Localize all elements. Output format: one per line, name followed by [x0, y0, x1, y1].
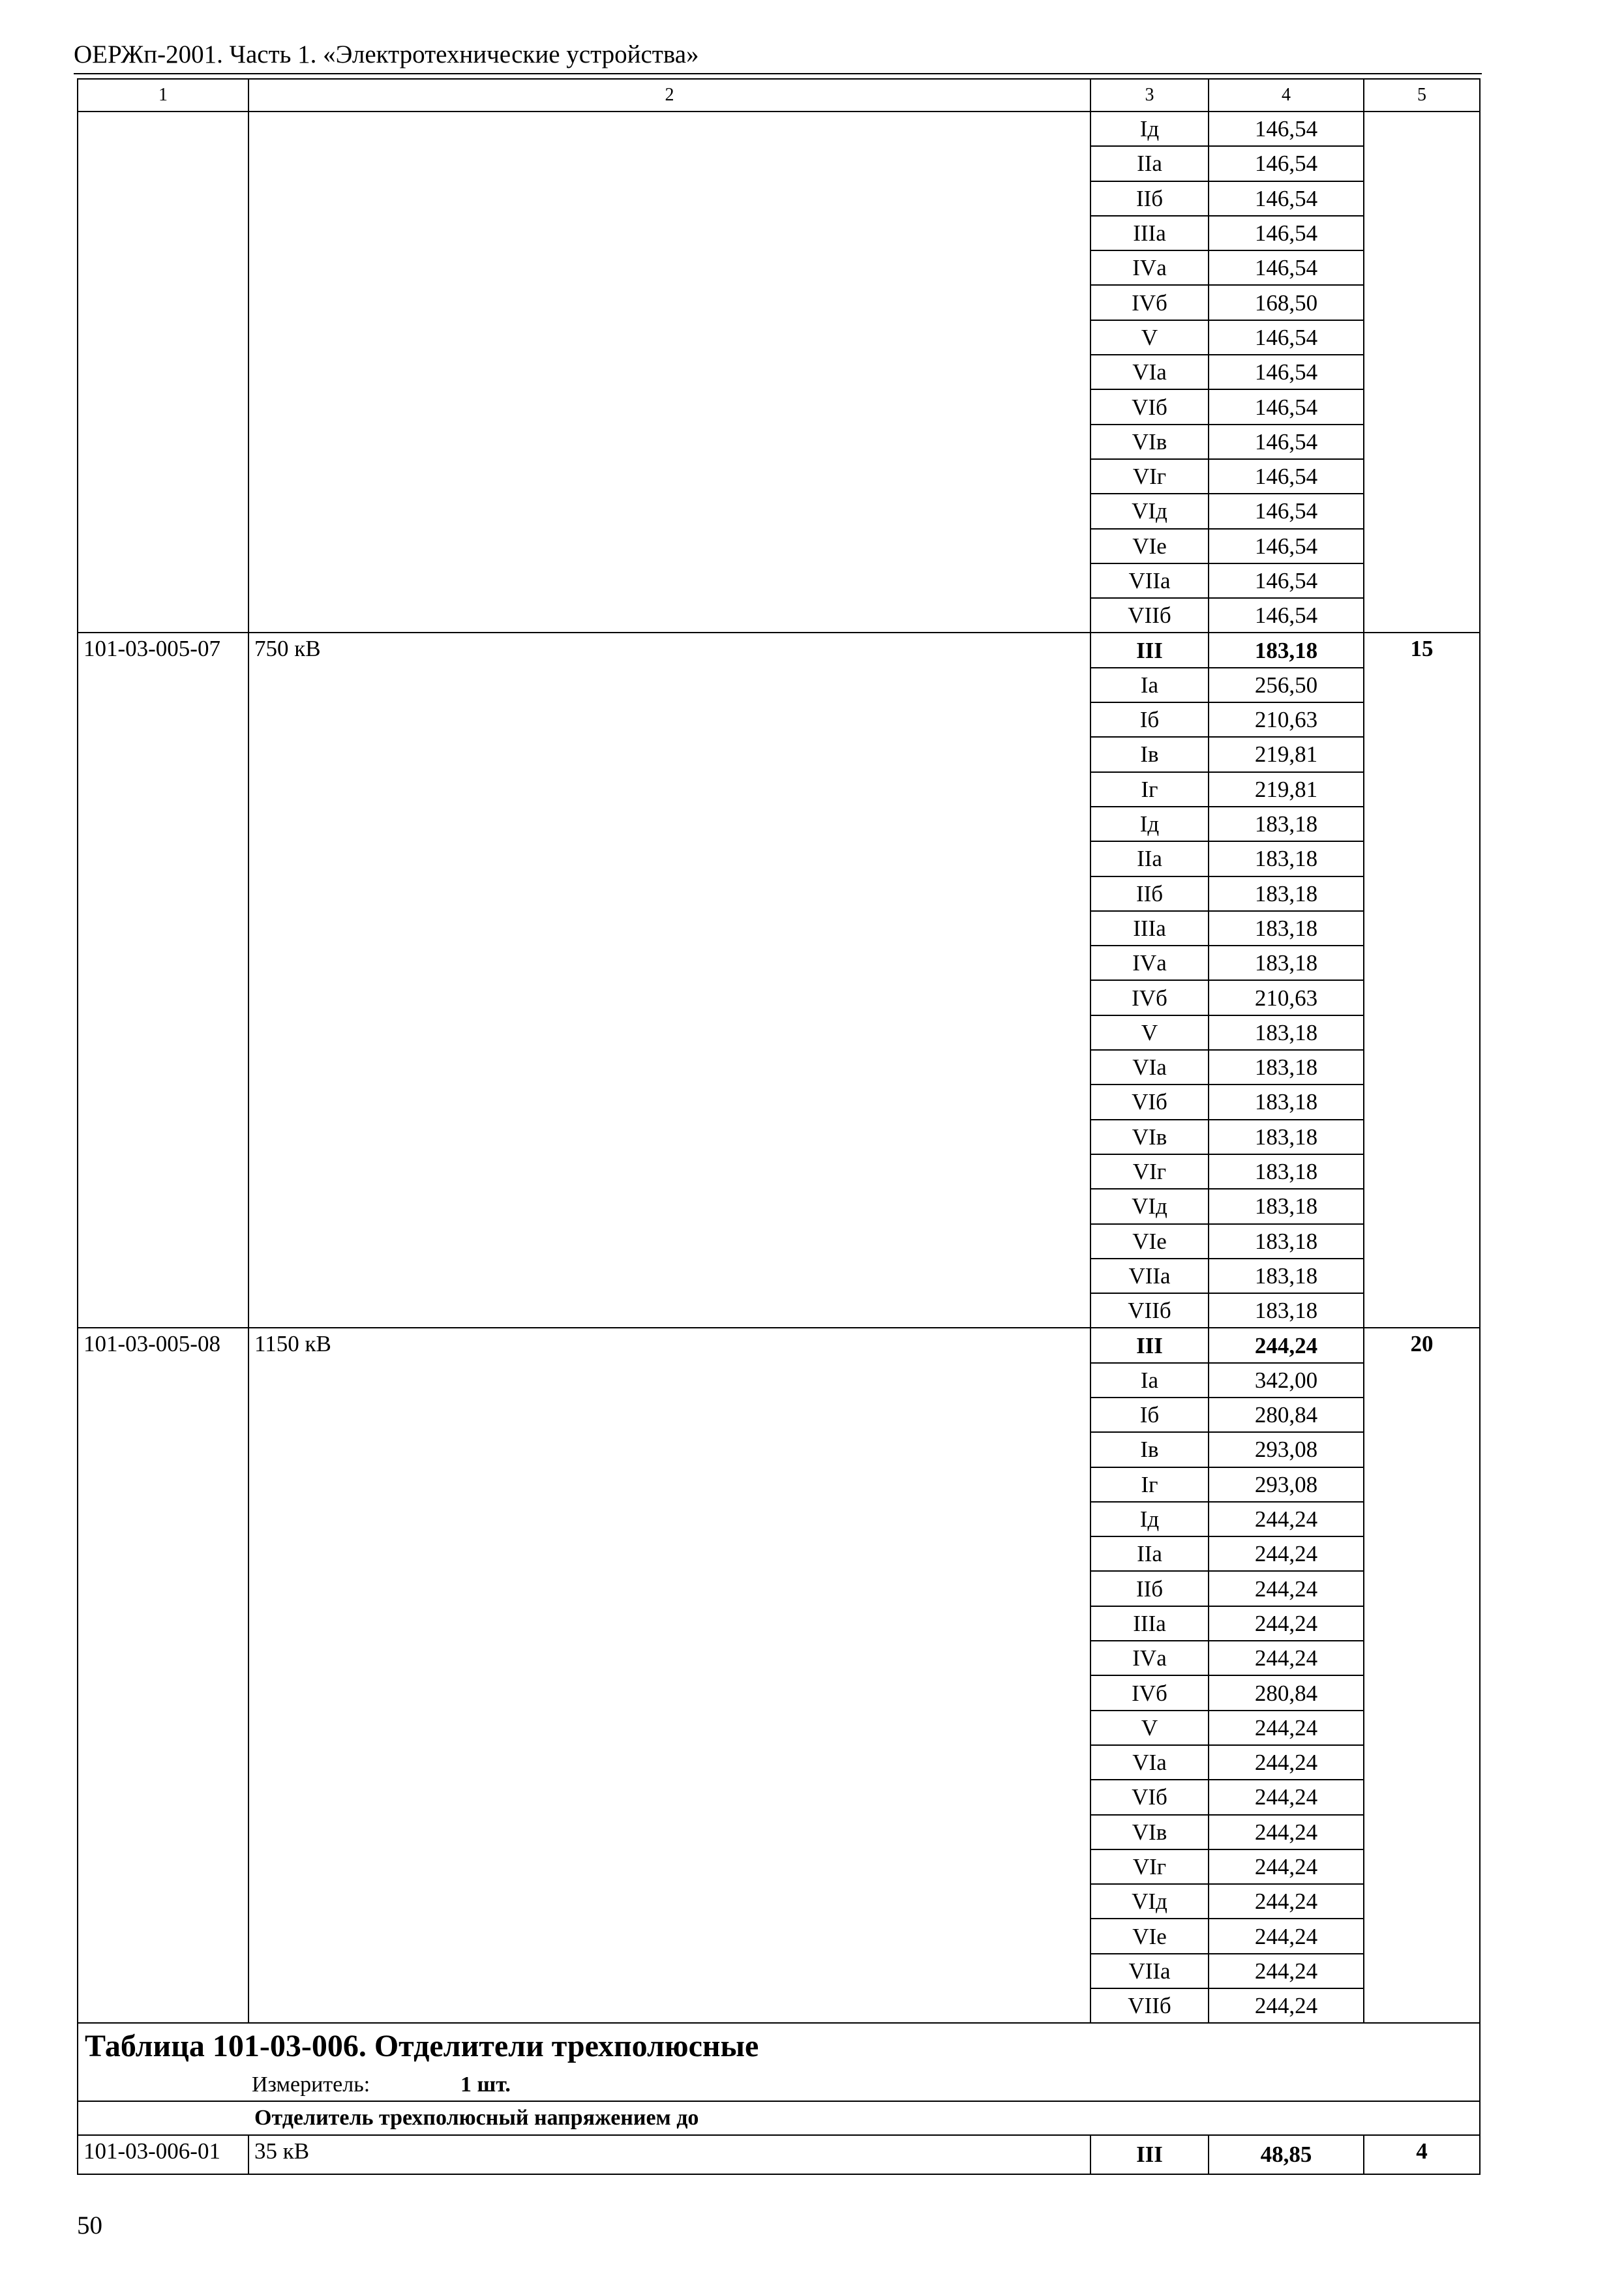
price-cell: 244,24: [1209, 1745, 1364, 1780]
price-cell: 146,54: [1209, 598, 1364, 633]
price-cell: 244,24: [1209, 1849, 1364, 1884]
zone-cell: VIб: [1090, 1780, 1209, 1814]
price-cell: 146,54: [1209, 112, 1364, 146]
zone-cell: VIа: [1090, 1745, 1209, 1780]
price-cell: 244,24: [1209, 1711, 1364, 1745]
zone-cell: IIб: [1090, 876, 1209, 911]
zone-cell: IVа: [1090, 1641, 1209, 1675]
item-code: 101-03-005-08: [78, 1328, 248, 2023]
price-cell: 219,81: [1209, 772, 1364, 807]
column-number-row: [78, 79, 1480, 112]
price-cell: 168,50: [1209, 285, 1364, 320]
quantity-cell: 15: [1364, 633, 1480, 1328]
table-title: Таблица 101-03-006. Отделители трехполюсные: [78, 2023, 1480, 2069]
zone-cell: IIIа: [1090, 216, 1209, 250]
zone-cell: VIIа: [1090, 1259, 1209, 1293]
table-body: [78, 79, 1480, 2174]
price-cell: 210,63: [1209, 980, 1364, 1015]
zone-cell: III: [1090, 2135, 1209, 2174]
price-cell: 146,54: [1209, 146, 1364, 181]
price-cell: 183,18: [1209, 876, 1364, 911]
unit-label: Измеритель:: [252, 2072, 370, 2097]
price-cell: 146,54: [1209, 494, 1364, 528]
price-table: [77, 78, 1479, 2175]
zone-cell: Iд: [1090, 807, 1209, 841]
zone-cell: IVа: [1090, 250, 1209, 285]
zone-cell: VIв: [1090, 425, 1209, 459]
zone-cell: IIIа: [1090, 911, 1209, 946]
zone-cell: IIа: [1090, 1536, 1209, 1571]
item-description: 35 кВ: [248, 2135, 1090, 2174]
price-cell: 183,18: [1209, 1015, 1364, 1050]
header-rule: [74, 73, 1482, 74]
unit-row: [78, 2069, 1480, 2101]
zone-cell: Iд: [1090, 112, 1209, 146]
quantity-cell: [1364, 112, 1480, 633]
price-cell: 183,18: [1209, 911, 1364, 946]
zone-cell: Iб: [1090, 1398, 1209, 1432]
price-cell: 183,18: [1209, 1224, 1364, 1259]
zone-cell: V: [1090, 1711, 1209, 1745]
price-cell: 183,18: [1209, 1085, 1364, 1119]
zone-cell: IVб: [1090, 285, 1209, 320]
zone-cell: IIб: [1090, 181, 1209, 216]
item-description: [248, 112, 1090, 633]
zone-cell: V: [1090, 1015, 1209, 1050]
price-cell: 183,18: [1209, 807, 1364, 841]
price-cell: 183,18: [1209, 633, 1364, 667]
table-row: [78, 2135, 1480, 2174]
item-code: 101-03-006-01: [78, 2135, 248, 2174]
zone-cell: IIб: [1090, 1571, 1209, 1606]
zone-cell: VIIа: [1090, 563, 1209, 598]
price-cell: 244,24: [1209, 1954, 1364, 1988]
zone-cell: Iг: [1090, 1467, 1209, 1502]
price-cell: 146,54: [1209, 389, 1364, 424]
price-cell: 183,18: [1209, 1189, 1364, 1223]
zone-cell: Iа: [1090, 1363, 1209, 1398]
price-cell: 244,24: [1209, 1536, 1364, 1571]
price-cell: 244,24: [1209, 1328, 1364, 1362]
zone-cell: III: [1090, 1328, 1209, 1362]
column-number: 5: [1364, 79, 1480, 112]
zone-cell: VIе: [1090, 1224, 1209, 1259]
zone-cell: VIа: [1090, 355, 1209, 389]
price-cell: 183,18: [1209, 1154, 1364, 1189]
zone-cell: VIIб: [1090, 1988, 1209, 2023]
price-cell: 244,24: [1209, 1780, 1364, 1814]
quantity-cell: 4: [1364, 2135, 1480, 2174]
zone-cell: VIв: [1090, 1120, 1209, 1154]
page-header: ОЕРЖп-2001. Часть 1. «Электротехнические устройства»: [74, 40, 699, 68]
zone-cell: IIа: [1090, 841, 1209, 876]
zone-cell: VIIб: [1090, 1293, 1209, 1328]
price-cell: 244,24: [1209, 1641, 1364, 1675]
price-cell: 146,54: [1209, 459, 1364, 494]
zone-cell: VIд: [1090, 494, 1209, 528]
price-cell: 146,54: [1209, 216, 1364, 250]
subheader-row: [78, 2101, 1480, 2135]
column-number: 3: [1090, 79, 1209, 112]
unit-value: 1 шт.: [460, 2072, 511, 2097]
zone-cell: VIе: [1090, 529, 1209, 563]
item-description: 750 кВ: [248, 633, 1090, 1328]
zone-cell: III: [1090, 633, 1209, 667]
zone-cell: VIг: [1090, 1154, 1209, 1189]
zone-cell: IVб: [1090, 980, 1209, 1015]
item-code: 101-03-005-07: [78, 633, 248, 1328]
zone-cell: IIIа: [1090, 1606, 1209, 1641]
price-cell: 244,24: [1209, 1884, 1364, 1919]
zone-cell: Iг: [1090, 772, 1209, 807]
price-cell: 293,08: [1209, 1467, 1364, 1502]
price-cell: 280,84: [1209, 1675, 1364, 1710]
zone-cell: Iб: [1090, 702, 1209, 737]
price-cell: 244,24: [1209, 1988, 1364, 2023]
table-row: [78, 1328, 1480, 1362]
zone-cell: VIг: [1090, 1849, 1209, 1884]
price-cell: 183,18: [1209, 1120, 1364, 1154]
price-cell: 256,50: [1209, 668, 1364, 702]
price-cell: 244,24: [1209, 1919, 1364, 1953]
table-row: [78, 112, 1480, 146]
price-cell: 146,54: [1209, 425, 1364, 459]
item-description: 1150 кВ: [248, 1328, 1090, 2023]
price-cell: 183,18: [1209, 1293, 1364, 1328]
zone-cell: Iа: [1090, 668, 1209, 702]
zone-cell: Iв: [1090, 1432, 1209, 1467]
zone-cell: VIа: [1090, 1050, 1209, 1085]
price-cell: 183,18: [1209, 1259, 1364, 1293]
price-cell: 293,08: [1209, 1432, 1364, 1467]
zone-cell: VIб: [1090, 389, 1209, 424]
price-cell: 146,54: [1209, 563, 1364, 598]
zone-cell: V: [1090, 320, 1209, 355]
price-cell: 244,24: [1209, 1815, 1364, 1849]
zone-cell: IIа: [1090, 146, 1209, 181]
zone-cell: Iд: [1090, 1502, 1209, 1536]
price-cell: 146,54: [1209, 250, 1364, 285]
column-number: 1: [78, 79, 248, 112]
price-cell: 146,54: [1209, 320, 1364, 355]
price-cell: 183,18: [1209, 841, 1364, 876]
price-cell: 183,18: [1209, 1050, 1364, 1085]
price-cell: 244,24: [1209, 1571, 1364, 1606]
price-cell: 48,85: [1209, 2135, 1364, 2174]
subheader-cell: Отделитель трехполюсный напряжением до: [78, 2101, 1480, 2135]
column-number: 2: [248, 79, 1090, 112]
zone-cell: IVа: [1090, 946, 1209, 980]
column-number: 4: [1209, 79, 1364, 112]
price-cell: 146,54: [1209, 181, 1364, 216]
price-cell: 244,24: [1209, 1606, 1364, 1641]
price-cell: 210,63: [1209, 702, 1364, 737]
price-cell: 342,00: [1209, 1363, 1364, 1398]
table-row: [78, 633, 1480, 667]
zone-cell: VIг: [1090, 459, 1209, 494]
zone-cell: VIIа: [1090, 1954, 1209, 1988]
zone-cell: VIд: [1090, 1189, 1209, 1223]
price-cell: 219,81: [1209, 737, 1364, 771]
zone-cell: Iв: [1090, 737, 1209, 771]
zone-cell: VIд: [1090, 1884, 1209, 1919]
price-cell: 146,54: [1209, 355, 1364, 389]
price-cell: 244,24: [1209, 1502, 1364, 1536]
zone-cell: VIе: [1090, 1919, 1209, 1953]
price-cell: 280,84: [1209, 1398, 1364, 1432]
page-number: 50: [77, 2211, 102, 2239]
zone-cell: VIв: [1090, 1815, 1209, 1849]
item-code: [78, 112, 248, 633]
zone-cell: VIб: [1090, 1085, 1209, 1119]
price-cell: 146,54: [1209, 529, 1364, 563]
quantity-cell: 20: [1364, 1328, 1480, 2023]
zone-cell: VIIб: [1090, 598, 1209, 633]
unit-cell: [78, 2069, 1480, 2101]
price-cell: 183,18: [1209, 946, 1364, 980]
zone-cell: IVб: [1090, 1675, 1209, 1710]
table-title-row: [78, 2023, 1480, 2069]
